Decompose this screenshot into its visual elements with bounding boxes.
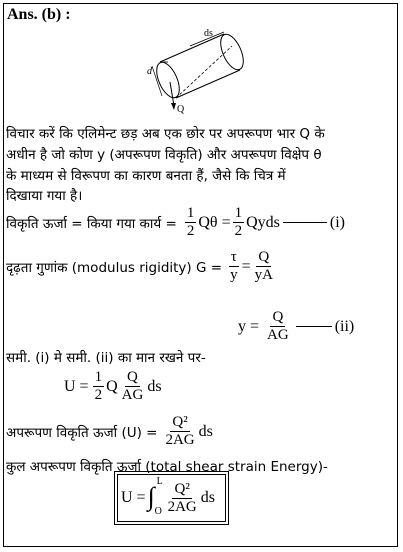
figure-label-d: d bbox=[147, 66, 152, 77]
eq3-lhs: y = bbox=[238, 317, 260, 335]
eq1-tag: (i) bbox=[329, 213, 345, 231]
figure-label-ds: ds bbox=[204, 28, 213, 39]
substitution-text: समी. (i) मे समी. (ii) का मान रखने पर- bbox=[6, 350, 206, 366]
equation-shear-strain-energy bbox=[6, 414, 213, 449]
eq4-ds: ds bbox=[147, 377, 162, 395]
eq1-fraction-1: $\frac{1}{2}$ bbox=[186, 205, 195, 239]
eq2-lhs: दृढ़ता गुणांक (modulus rigidity) G = bbox=[6, 259, 223, 276]
eq3-tag: (ii) bbox=[334, 317, 355, 335]
integral-sign: ∫ L O bbox=[147, 476, 163, 517]
equation-shear-strain bbox=[238, 309, 354, 344]
eq2-fraction-1: $\frac{\tau}{y}$ bbox=[230, 249, 238, 283]
eq1-dash bbox=[283, 222, 327, 223]
eq1-fraction-2: $\frac{1}{2}$ bbox=[234, 205, 243, 239]
integral-upper-limit: L bbox=[156, 476, 163, 487]
intro-line-3: के माध्यम से विरूपण का कारण बनता हैं, जैसे कि चित्र में bbox=[6, 168, 286, 184]
intro-line-2: अधीन है जो कोण y (अपरूपण विकृति) और अपरूपण विक्षेप θ bbox=[6, 147, 322, 163]
eq4-fraction-2: $\frac{Q}{AG}$ bbox=[121, 369, 144, 403]
eq4-q: Q bbox=[106, 377, 118, 395]
eq2-equals: = bbox=[241, 257, 251, 275]
shear-element-figure bbox=[140, 26, 250, 114]
eq4-fraction-1: $\frac{1}{2}$ bbox=[94, 369, 103, 403]
eq6-lhs: U = bbox=[121, 489, 146, 506]
eq5-ds: ds bbox=[198, 422, 213, 440]
eq3-dash bbox=[296, 326, 332, 327]
equation-modulus-rigidity bbox=[6, 249, 277, 284]
final-equation-box bbox=[114, 471, 229, 525]
intro-line-4: दिखाया गया है। bbox=[6, 188, 83, 204]
figure-label-q: Q bbox=[177, 104, 185, 115]
equation-energy-substituted bbox=[64, 369, 162, 404]
eq5-lhs: अपरूपण विकृति ऊर्जा (U) = bbox=[6, 424, 158, 441]
eq3-fraction: $\frac{Q}{AG}$ bbox=[267, 309, 289, 343]
equation-strain-energy bbox=[6, 205, 345, 240]
intro-line-1: विचार करें कि एलिमेन्ट छड़ अब एक छोर पर अपरूपण भार Q के bbox=[6, 126, 325, 142]
eq6-fraction: $\frac{\text{Q²}}{2AG}$ bbox=[167, 480, 197, 515]
eq1-mid1: Qθ = bbox=[198, 213, 231, 231]
eq2-fraction-2: $\frac{Q}{yA}$ bbox=[254, 249, 273, 283]
eq4-lhs: U = bbox=[64, 377, 89, 395]
integral-lower-limit: O bbox=[154, 506, 162, 517]
eq5-fraction: $\frac{\text{Q²}}{2AG}$ bbox=[165, 414, 195, 448]
eq6-ds: ds bbox=[200, 489, 215, 506]
eq1-lhs: विकृति ऊर्जा = किया गया कार्य = bbox=[6, 215, 177, 232]
total-energy-text: कुल अपरूपण विकृति ऊर्जा (total shear strain Energy)- bbox=[6, 459, 328, 475]
answer-label: Ans. (b) : bbox=[7, 6, 71, 23]
final-equation bbox=[121, 476, 215, 520]
eq1-mid2: Qyds bbox=[246, 213, 280, 231]
